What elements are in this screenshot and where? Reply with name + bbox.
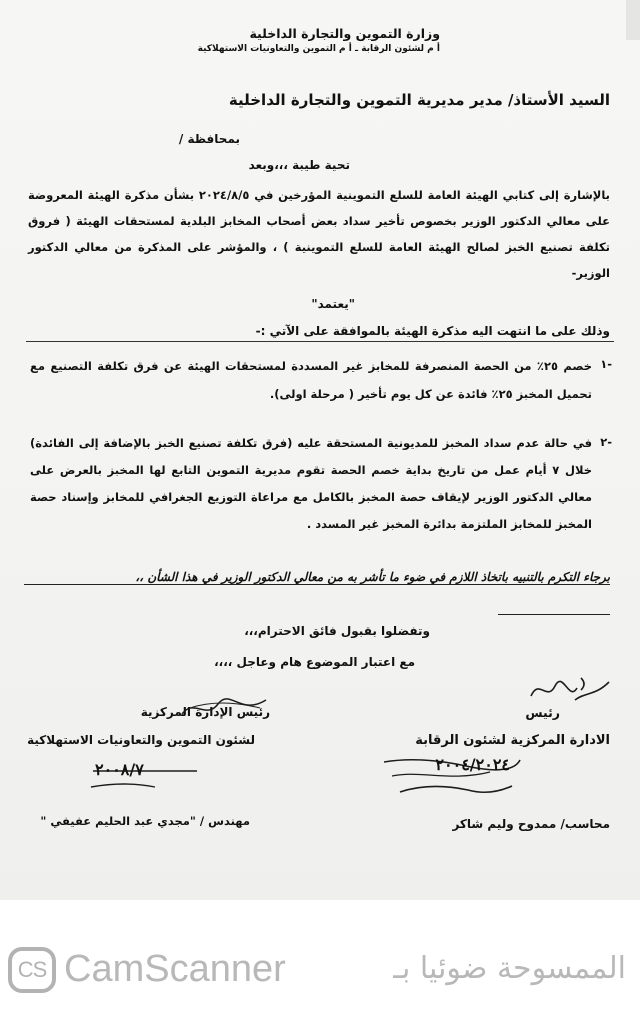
left-signature <box>180 694 270 724</box>
camscanner-brand: CamScanner <box>64 948 286 990</box>
addressee-line: السيد الأستاذ/ مدير مديرية التموين والتجارة الداخلية <box>228 91 610 109</box>
greeting-line: تحية طيبة ،،،وبعد <box>248 158 350 172</box>
approval-line: وذلك على ما انتهت اليه مذكرة الهيئة بالموافقة على الآتي :- <box>255 324 610 338</box>
intro-paragraph: بالإشارة إلى كتابي الهيئة العامة للسلع التموينية المؤرخين في ٢٠٢٤/٨/٥ بشأن مذكرة الهيئة المعروضة على معالي الدكتور الوزير بخصوص تأخير سداد بعض أصحاب المخابز البلدية لمستحقات الهيئة ( فروق تكلفة تصنيع الخبز لصالح الهيئة العامة للسلع التموينية ) ، والمؤشر على المذكرة من معالي الدكتور الوزير- <box>28 188 610 280</box>
urgent-line: مع اعتبار الموضوع هام وعاجل ،،،، <box>214 655 415 669</box>
right-signature <box>380 742 530 808</box>
ministry-name: وزارة التموين والتجارة الداخلية <box>249 26 440 41</box>
left-handwritten-date: ٢٠٠٨/٧ <box>95 760 144 779</box>
adopted-label: "يعتمد" <box>311 297 355 311</box>
right-signatory-title: رئيس <box>525 705 560 720</box>
right-signature-initial <box>525 672 615 712</box>
sub-department: أ م لشئون الرقابة ـ أ م التموين والتعاونيات الاستهلاكية <box>197 44 440 54</box>
courtesy-line: وتفضلوا بقبول فائق الاحترام،،، <box>244 624 430 638</box>
governorate-line: بمحافظة / <box>178 132 240 146</box>
list-item: خصم ٢٥٪ من الحصة المنصرفة للمخابز غير المسددة لمستحقات الهيئة عن فرق تكلفة التصنيع مع تحميل المخبز ٢٥٪ فائدة عن كل يوم تأخير ( مرحلة اولى). <box>30 359 592 401</box>
item-number: -٢ <box>600 435 612 449</box>
left-signatory-name: مهندس / "مجدي عبد الحليم عفيفي " <box>40 814 250 828</box>
request-paragraph: برجاء التكرم بالتنبيه باتخاذ اللازم في ضوء ما تأشر به من معالي الدكتور الوزير في هذا الشأن ،، <box>135 570 610 584</box>
right-handwritten-date: ٢٠٠٤/٢٠٢٤ <box>435 755 510 774</box>
left-signatory-department: لشئون التموين والتعاونيات الاستهلاكية <box>27 733 255 747</box>
left-signatory-title: رئيس الإدارة المركزية <box>140 705 270 719</box>
scanned-with-label: الممسوحة ضوئيا بـ <box>393 951 626 986</box>
camscanner-logo-text: CS <box>17 957 47 982</box>
right-signatory-name: محاسب/ ممدوح وليم شاكر <box>452 817 610 831</box>
list-item: في حالة عدم سداد المخبز للمديونية المستحقة عليه (فرق تكلفة تصنيع الخبز بالإضافة إلى الفائدة) خلال ٧ أيام عمل من تاريخ بداية خصم الحصة تقوم مديرية التموين التابع لها المخبز بالعرض على معالي الدكتور الوزير لإيقاف حصة المخبز بالكامل مع مراعاة التوزيع الجغرافي للمخابز وإسناد حصة المخبز للمخابز الملتزمة بدائرة المخبز غير المسدد . <box>30 436 592 531</box>
request-underline <box>498 614 610 615</box>
camscanner-logo-icon <box>8 947 56 993</box>
request-underline <box>24 584 610 585</box>
approval-underline <box>26 341 614 342</box>
paper-fold <box>626 0 640 40</box>
right-signatory-department: الادارة المركزية لشئون الرقابة <box>415 733 610 748</box>
item-number: -١ <box>600 357 612 371</box>
